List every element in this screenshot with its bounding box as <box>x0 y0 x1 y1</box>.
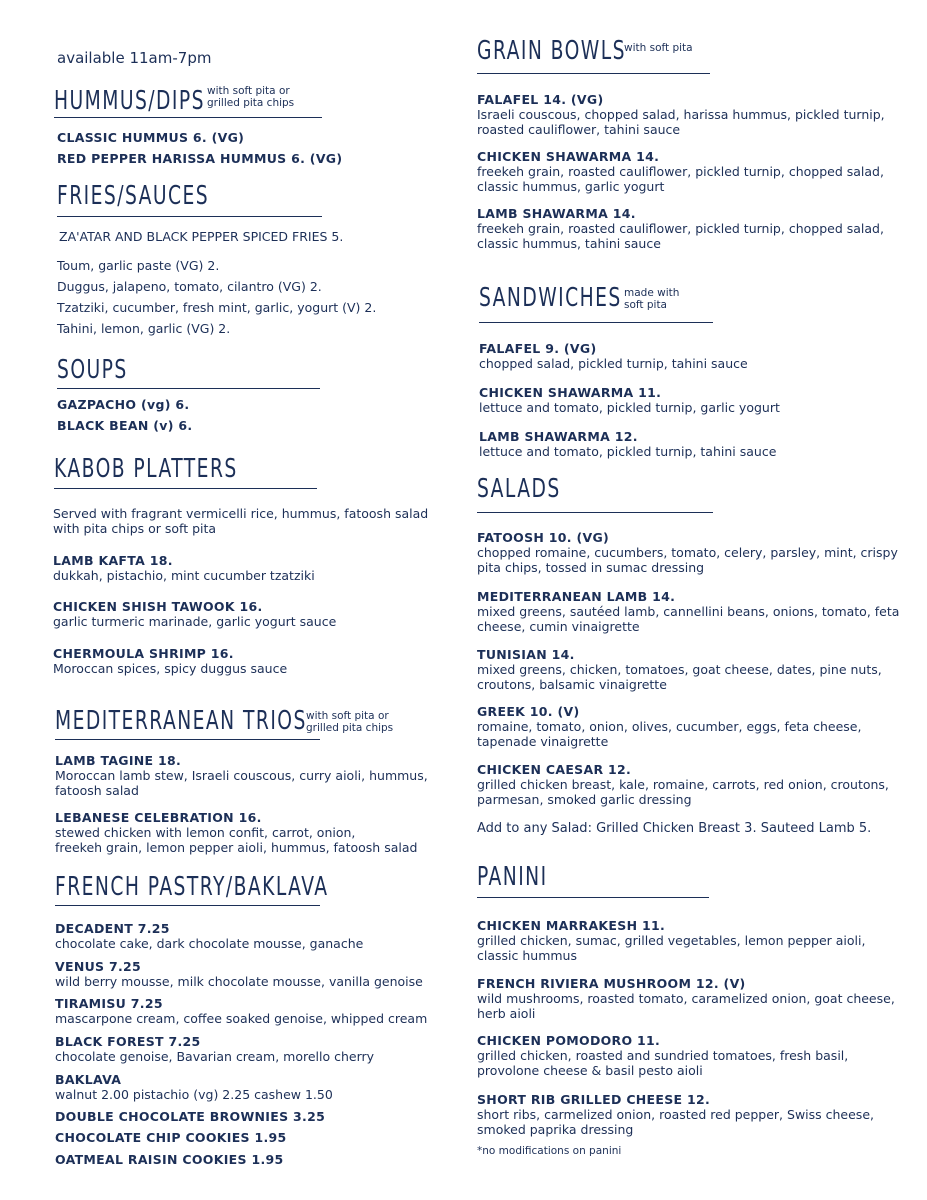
item-description: Israeli couscous, chopped salad, harissa hummus, pickled turnip, <box>477 107 885 122</box>
hummus-note-line-2: grilled pita chips <box>207 97 295 109</box>
menu-item-spiced-fries: ZA'ATAR AND BLACK PEPPER SPICED FRIES 5. <box>59 229 344 244</box>
item-description: wild berry mousse, milk chocolate mousse, vanilla genoise <box>55 974 423 989</box>
menu-item-chocolate-chip-cookies: CHOCOLATE CHIP COOKIES 1.95 <box>55 1130 287 1145</box>
item-description: pita chips, tossed in sumac dressing <box>477 560 705 575</box>
sauce-item: Toum, garlic paste (VG) 2. <box>57 258 220 273</box>
item-name: CHERMOULA SHRIMP 16. <box>53 646 234 661</box>
item-description: mascarpone cream, coffee soaked genoise, whipped cream <box>55 1011 428 1026</box>
item-name: BLACK FOREST 7.25 <box>55 1034 201 1049</box>
section-divider <box>477 73 710 74</box>
section-divider <box>54 488 317 489</box>
section-title-salads: SALADS <box>477 474 561 504</box>
item-description: mixed greens, sautéed lamb, cannellini beans, onions, tomato, feta <box>477 604 900 619</box>
item-name: TIRAMISU 7.25 <box>55 996 163 1011</box>
item-description: grilled chicken breast, kale, romaine, carrots, red onion, croutons, <box>477 777 889 792</box>
item-name: VENUS 7.25 <box>55 959 142 974</box>
menu-item-tiramisu <box>55 996 427 1026</box>
item-name: SHORT RIB GRILLED CHEESE 12. <box>477 1092 711 1107</box>
menu-item-french-riviera-mushroom <box>477 976 895 1021</box>
item-description: chopped romaine, cucumbers, tomato, celery, parsley, mint, crispy <box>477 545 898 560</box>
menu-item-chicken-shish-tawook <box>53 599 336 629</box>
menu-item-short-rib-grilled-cheese <box>477 1092 874 1137</box>
menu-item-chermoula-shrimp <box>53 646 287 676</box>
item-name: DECADENT 7.25 <box>55 921 170 936</box>
section-title-sandwiches: SANDWICHES <box>479 283 622 313</box>
menu-item-venus <box>55 959 423 989</box>
section-title-mediterranean-trios: MEDITERRANEAN TRIOS <box>55 706 307 736</box>
item-name: BAKLAVA <box>55 1072 122 1087</box>
item-name: LEBANESE CELEBRATION 16. <box>55 810 262 825</box>
sauce-item: Duggus, jalapeno, tomato, cilantro (VG) 2. <box>57 279 322 294</box>
menu-item-chicken-pomodoro <box>477 1033 848 1078</box>
item-name: LAMB KAFTA 18. <box>53 553 173 568</box>
item-description: garlic turmeric marinade, garlic yogurt sauce <box>53 614 337 629</box>
item-name: CHICKEN SHAWARMA 11. <box>479 385 662 400</box>
item-name: CHICKEN CAESAR 12. <box>477 762 632 777</box>
item-description: walnut 2.00 pistachio (vg) 2.25 cashew 1.50 <box>55 1087 333 1102</box>
menu-item-gazpacho: GAZPACHO (vg) 6. <box>57 397 190 412</box>
salad-addon-note: Add to any Salad: Grilled Chicken Breast 3. Sauteed Lamb 5. <box>477 821 872 836</box>
menu-item-lamb-kafta <box>53 553 315 583</box>
item-description: Moroccan lamb stew, Israeli couscous, curry aioli, hummus, <box>55 768 428 783</box>
item-description: mixed greens, chicken, tomatoes, goat cheese, dates, pine nuts, <box>477 662 882 677</box>
item-description: chopped salad, pickled turnip, tahini sauce <box>479 356 748 371</box>
item-name: LAMB SHAWARMA 14. <box>477 206 636 221</box>
trios-note-line-1: with soft pita or <box>306 710 389 722</box>
item-description: parmesan, smoked garlic dressing <box>477 792 692 807</box>
section-divider <box>55 905 320 906</box>
sandwiches-note-line-1: made with <box>624 287 680 299</box>
item-name: CHICKEN SHAWARMA 14. <box>477 149 660 164</box>
sandwiches-note-line-2: soft pita <box>624 299 667 311</box>
menu-item-decadent <box>55 921 363 951</box>
item-name: CHICKEN SHISH TAWOOK 16. <box>53 599 263 614</box>
menu-item-tunisian <box>477 647 882 692</box>
panini-footnote: *no modifications on panini <box>477 1145 622 1157</box>
item-description: grilled chicken, sumac, grilled vegetables, lemon pepper aioli, <box>477 933 866 948</box>
item-description: lettuce and tomato, pickled turnip, tahini sauce <box>479 444 777 459</box>
menu-item-oatmeal-raisin-cookies: OATMEAL RAISIN COOKIES 1.95 <box>55 1152 284 1167</box>
section-title-grain-bowls: GRAIN BOWLS <box>477 36 626 66</box>
section-title-soups: SOUPS <box>57 355 128 385</box>
item-description: freekeh grain, roasted cauliflower, pickled turnip, chopped salad, <box>477 164 884 179</box>
section-divider <box>477 897 709 898</box>
item-description: dukkah, pistachio, mint cucumber tzatziki <box>53 568 315 583</box>
item-name: CHICKEN MARRAKESH 11. <box>477 918 666 933</box>
item-description: freekeh grain, roasted cauliflower, pickled turnip, chopped salad, <box>477 221 884 236</box>
item-description: freekeh grain, lemon pepper aioli, hummus, fatoosh salad <box>55 840 418 855</box>
item-description: chocolate cake, dark chocolate mousse, ganache <box>55 936 364 951</box>
section-title-french-pastry: FRENCH PASTRY/BAKLAVA <box>55 872 329 902</box>
menu-item-lamb-tagine <box>55 753 428 798</box>
item-description: smoked paprika dressing <box>477 1122 634 1137</box>
menu-item-classic-hummus: CLASSIC HUMMUS 6. (VG) <box>57 130 245 145</box>
menu-item-chicken-caesar <box>477 762 889 807</box>
section-divider <box>477 512 713 513</box>
item-description: grilled chicken, roasted and sundried tomatoes, fresh basil, <box>477 1048 849 1063</box>
trios-note-line-2: grilled pita chips <box>306 722 394 734</box>
item-description: provolone cheese & basil pesto aioli <box>477 1063 703 1078</box>
section-divider <box>57 216 322 217</box>
section-title-panini: PANINI <box>477 862 548 892</box>
menu-item-red-pepper-hummus: RED PEPPER HARISSA HUMMUS 6. (VG) <box>57 151 343 166</box>
menu-item-double-chocolate-brownies: DOUBLE CHOCOLATE BROWNIES 3.25 <box>55 1109 326 1124</box>
section-divider <box>479 322 713 323</box>
item-description: short ribs, carmelized onion, roasted red pepper, Swiss cheese, <box>477 1107 874 1122</box>
item-name: FALAFEL 9. (VG) <box>479 341 597 356</box>
item-description: stewed chicken with lemon confit, carrot, onion, <box>55 825 356 840</box>
menu-item-baklava <box>55 1072 333 1102</box>
kabob-intro-line-1: Served with fragrant vermicelli rice, hummus, fatoosh salad <box>53 506 429 521</box>
item-name: CHICKEN POMODORO 11. <box>477 1033 661 1048</box>
menu-item-falafel-bowl <box>477 92 885 137</box>
menu-item-mediterranean-lamb <box>477 589 899 634</box>
item-description: herb aioli <box>477 1006 536 1021</box>
menu-item-black-bean: BLACK BEAN (v) 6. <box>57 418 193 433</box>
item-description: roasted cauliflower, tahini sauce <box>477 122 681 137</box>
menu-item-fatoosh <box>477 530 898 575</box>
item-name: MEDITERRANEAN LAMB 14. <box>477 589 676 604</box>
grain-note: with soft pita <box>624 42 693 54</box>
item-name: GREEK 10. (V) <box>477 704 580 719</box>
menu-item-greek <box>477 704 861 749</box>
item-name: FATOOSH 10. (VG) <box>477 530 610 545</box>
item-description: croutons, balsamic vinaigrette <box>477 677 667 692</box>
hours-note: available 11am-7pm <box>57 49 212 67</box>
section-title-hummus-dips: HUMMUS/DIPS <box>54 86 205 116</box>
item-name: FRENCH RIVIERA MUSHROOM 12. (V) <box>477 976 746 991</box>
item-description: classic hummus, tahini sauce <box>477 236 661 251</box>
kabob-intro-line-2: with pita chips or soft pita <box>53 521 217 536</box>
menu-item-falafel-sandwich <box>479 341 748 371</box>
menu-item-lamb-shawarma-bowl <box>477 206 884 251</box>
item-description: cheese, cumin vinaigrette <box>477 619 640 634</box>
item-description: classic hummus <box>477 948 577 963</box>
sauce-item: Tzatziki, cucumber, fresh mint, garlic, yogurt (V) 2. <box>57 300 377 315</box>
item-description: lettuce and tomato, pickled turnip, garlic yogurt <box>479 400 780 415</box>
item-name: LAMB SHAWARMA 12. <box>479 429 638 444</box>
menu-item-chicken-shawarma-bowl <box>477 149 884 194</box>
item-description: Moroccan spices, spicy duggus sauce <box>53 661 288 676</box>
item-name: LAMB TAGINE 18. <box>55 753 182 768</box>
menu-item-black-forest <box>55 1034 374 1064</box>
menu-item-chicken-shawarma-sandwich <box>479 385 780 415</box>
section-title-fries-sauces: FRIES/SAUCES <box>57 181 210 211</box>
menu-item-lebanese-celebration <box>55 810 417 855</box>
section-divider <box>54 117 322 118</box>
item-name: TUNISIAN 14. <box>477 647 575 662</box>
item-description: tapenade vinaigrette <box>477 734 609 749</box>
item-description: romaine, tomato, onion, olives, cucumber, eggs, feta cheese, <box>477 719 862 734</box>
item-description: fatoosh salad <box>55 783 139 798</box>
menu-item-lamb-shawarma-sandwich <box>479 429 776 459</box>
item-description: classic hummus, garlic yogurt <box>477 179 665 194</box>
section-divider <box>57 388 320 389</box>
item-description: chocolate genoise, Bavarian cream, morello cherry <box>55 1049 375 1064</box>
section-divider <box>55 739 320 740</box>
sauce-item: Tahini, lemon, garlic (VG) 2. <box>57 321 231 336</box>
menu-item-chicken-marrakesh <box>477 918 865 963</box>
item-description: wild mushrooms, roasted tomato, caramelized onion, goat cheese, <box>477 991 895 1006</box>
hummus-note-line-1: with soft pita or <box>207 85 290 97</box>
item-name: FALAFEL 14. (VG) <box>477 92 604 107</box>
section-title-kabob-platters: KABOB PLATTERS <box>54 454 238 484</box>
